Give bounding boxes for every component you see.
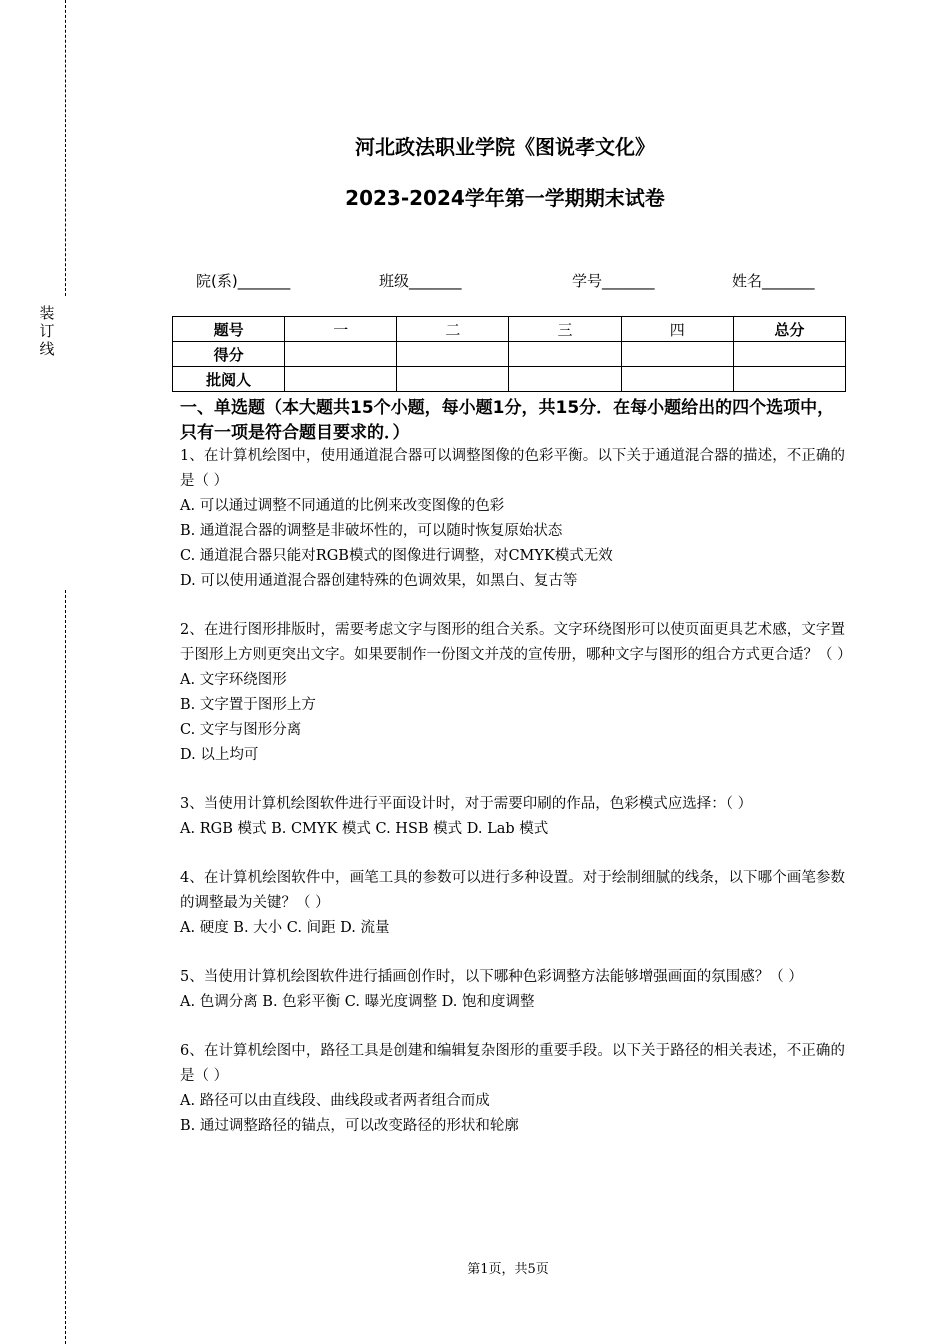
question-item [180,618,852,768]
page-number: 第1页，共5页 [467,1262,549,1277]
score-cell [285,342,397,367]
score-table-header-row [173,317,846,342]
binding-char: 订 [39,322,55,340]
score-cell [397,342,509,367]
table-header-cell: 二 [397,317,509,342]
binding-dashed-line-bottom [65,590,66,1344]
question-option: D. 以上均可 [180,747,259,763]
row-label-cell: 批阅人 [173,367,285,392]
question-option: D. 可以使用通道混合器创建特殊的色调效果，如黑白、复古等 [180,573,578,589]
college-field: 院(系)_______ [196,272,291,290]
student-id-field: 学号_______ [572,272,655,290]
question-option: C. 文字与图形分离 [180,722,302,738]
question-option: A. 路径可以由直线段、曲线段或者两者组合而成 [180,1093,490,1109]
question-option: C. 通道混合器只能对RGB模式的图像进行调整，对CMYK模式无效 [180,548,613,564]
table-header-cell: 一 [285,317,397,342]
reviewer-row [173,367,846,392]
score-cell [621,342,733,367]
class-field: 班级_______ [379,272,462,290]
binding-char: 线 [39,340,55,358]
question-option: A. 硬度 B. 大小 C. 间距 D. 流量 [180,920,390,936]
reviewer-cell [509,367,621,392]
question-stem: 6、在计算机绘图中，路径工具是创建和编辑复杂图形的重要手段。以下关于路径的相关表述，不正确的是（ ） [180,1043,845,1084]
score-row [173,342,846,367]
score-cell [733,342,845,367]
question-stem: 4、在计算机绘图软件中，画笔工具的参数可以进行多种设置。对于绘制细腻的线条，以下哪个画笔参数的调整最为关键？（ ） [180,870,845,911]
reviewer-cell [621,367,733,392]
question-option: B. 通道混合器的调整是非破坏性的，可以随时恢复原始状态 [180,523,563,539]
question-option: A. 可以通过调整不同通道的比例来改变图像的色彩 [180,498,505,514]
question-option: A. 色调分离 B. 色彩平衡 C. 曝光度调整 D. 饱和度调整 [180,994,535,1010]
binding-label [38,304,56,358]
name-field: 姓名_______ [732,272,815,290]
question-stem: 5、当使用计算机绘图软件进行插画创作时，以下哪种色彩调整方法能够增强画面的氛围感？（ ） [180,969,803,985]
binding-char: 装 [39,304,55,322]
score-table [172,316,846,392]
question-stem: 2、在进行图形排版时，需要考虑文字与图形的组合关系。文字环绕图形可以使页面更具艺术感，文字置于图形上方则更突出文字。如果要制作一份图文并茂的宣传册，哪种文字与图形的组合方式更合适？（ ） [180,622,852,663]
row-label-cell: 得分 [173,342,285,367]
reviewer-cell [285,367,397,392]
question-option: A. RGB 模式 B. CMYK 模式 C. HSB 模式 D. Lab 模式 [180,821,549,837]
question-option: B. 通过调整路径的锚点，可以改变路径的形状和轮廓 [180,1118,519,1134]
table-header-cell: 总分 [733,317,845,342]
table-header-cell: 题号 [173,317,285,342]
question-stem: 3、当使用计算机绘图软件进行平面设计时，对于需要印刷的作品，色彩模式应选择：（ ） [180,796,753,812]
reviewer-cell [397,367,509,392]
question-item [180,444,845,594]
section-heading: 一、单选题（本大题共15个小题，每小题1分，共15分．在每小题给出的四个选项中，只有一项是符合题目要求的．） [180,398,835,443]
question-option: B. 文字置于图形上方 [180,697,316,713]
reviewer-cell [733,367,845,392]
score-cell [509,342,621,367]
question-item [180,1039,845,1139]
question-item [180,792,845,842]
table-header-cell: 四 [621,317,733,342]
question-item [180,965,845,1015]
question-option: A. 文字环绕图形 [180,672,287,688]
exam-title-line2: 2023-2024学年第一学期期末试卷 [345,186,665,210]
question-list [180,444,852,1163]
question-stem: 1、在计算机绘图中，使用通道混合器可以调整图像的色彩平衡。以下关于通道混合器的描述，不正确的是（ ） [180,448,845,489]
table-header-cell: 三 [509,317,621,342]
question-item [180,866,845,941]
exam-title-line1: 河北政法职业学院《图说孝文化》 [355,135,655,159]
